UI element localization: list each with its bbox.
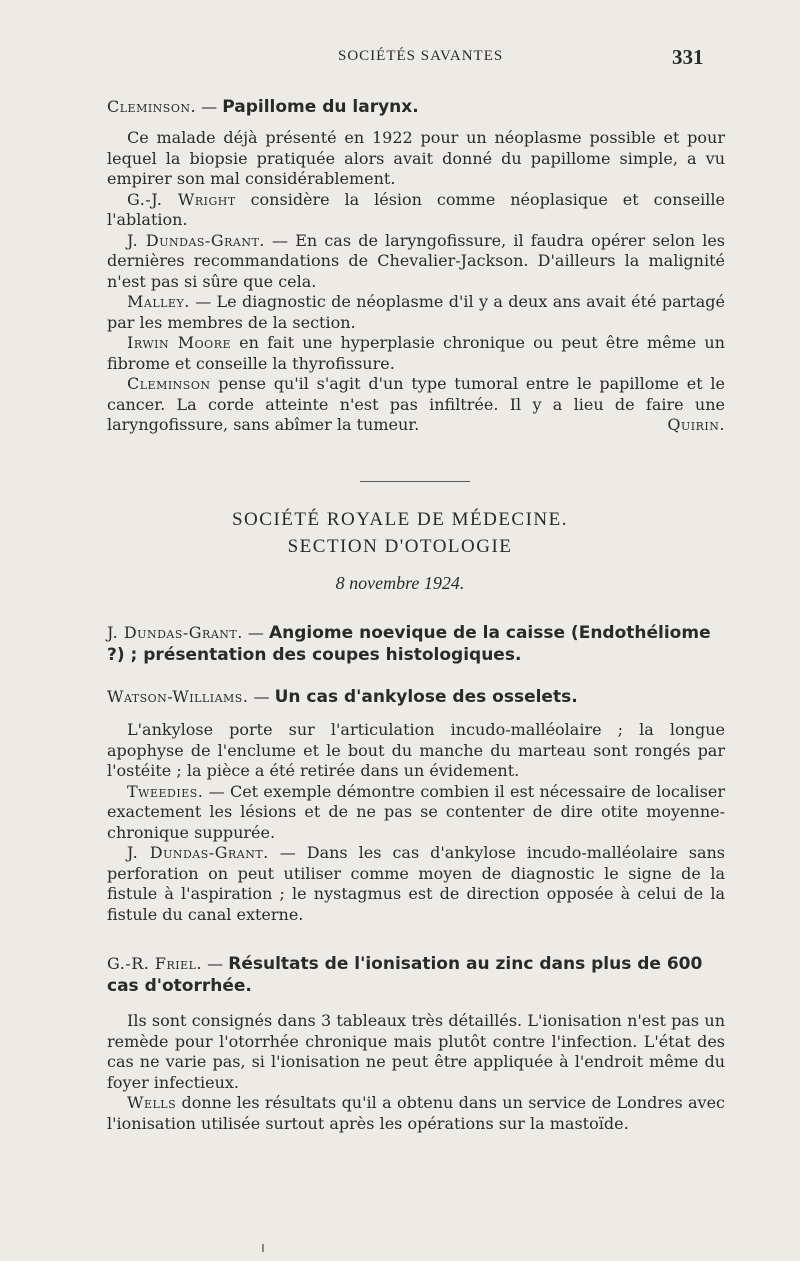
meeting-date: 8 novembre 1924. <box>335 573 465 593</box>
entry-title: Résultats de l'ionisation au zinc dans plus de 600 cas d'otorrhée. <box>107 954 703 996</box>
speaker-name: Cleminson <box>127 374 211 393</box>
entry-author: G.-R. Friel. <box>107 954 203 973</box>
paragraph <box>107 292 725 333</box>
running-title: SOCIÉTÉS SAVANTES <box>338 48 504 64</box>
paragraph <box>107 333 725 374</box>
heading-separator: — <box>196 97 223 116</box>
heading-separator: — <box>242 623 269 642</box>
paragraph <box>107 231 725 293</box>
paragraph-text: — Le diagnostic de néoplasme d'il y a deux ans avait été partagé par les membres de la section. <box>107 292 725 332</box>
society-name: SOCIÉTÉ ROYALE DE MÉDECINE. <box>231 509 569 530</box>
heading-author: Cleminson. <box>107 97 197 116</box>
paragraph <box>107 190 725 231</box>
paragraph-text: pense qu'il s'agit d'un type tumoral entre le papillome et le cancer. La corde atteinte n'est pas infiltrée. Il y a lieu de faire une laryngofissure, sans abîmer la tumeur. <box>107 374 725 434</box>
speaker-name: Malley. <box>127 292 190 311</box>
paragraph <box>107 374 725 436</box>
paragraph <box>107 1011 725 1093</box>
paragraph-text: — En cas de laryngofissure, il faudra opérer selon les dernières recommandations de Chevalier-Jackson. D'ailleurs la malignité n'est pas si sûre que cela. <box>107 230 726 291</box>
paragraph <box>107 720 725 782</box>
paragraph-text: — Cet exemple démontre combien il est nécessaire de localiser exactement les lésions et de ne pas se contenter de dire otite moyenne-chronique suppurée. <box>107 781 725 842</box>
author-signature: Quirin. <box>667 415 725 434</box>
print-mark <box>262 1244 264 1252</box>
paragraph-text: considère la lésion comme néoplasique et conseille l'ablation. <box>107 189 725 229</box>
heading-separator: — <box>202 954 229 973</box>
entry-heading <box>107 686 725 708</box>
section-heading <box>107 96 725 118</box>
paragraph-text: Ce malade déjà présenté en 1922 pour un néoplasme possible et pour lequel la biopsie pratiquée alors avait donné du papillome simple, a vu empirer son mal considérablement. <box>107 128 725 188</box>
speaker-name: G.-J. Wright <box>127 189 236 209</box>
paragraph <box>107 128 725 190</box>
paragraph-text: L'ankylose porte sur l'articulation incudo-malléolaire ; la longue apophyse de l'enclume et le bout du manche du marteau sont rongés par l'ostéite ; la pièce a été retirée dans un évidement. <box>107 720 725 780</box>
paragraph-text: Ils sont consignés dans 3 tableaux très détaillés. L'ionisation n'est pas un remède pour l'otorrhée chronique mais plutôt contre l'infection. L'état des cas ne varie pas, si l'ionisation ne peut être appliquée à l'endroit même du foyer infectieux. <box>107 1011 725 1092</box>
speaker-name: J. Dundas-Grant. <box>127 843 269 862</box>
entry-title: Un cas d'ankylose des osselets. <box>274 687 578 707</box>
paragraph <box>107 1093 725 1134</box>
society-section: SECTION D'OTOLOGIE <box>287 536 513 557</box>
entry-heading <box>107 622 725 666</box>
entry-heading <box>107 953 725 997</box>
paragraph-text: — Dans les cas d'ankylose incudo-malléolaire sans perforation on peut utiliser comme moyen de diagnostic le signe de la fistule à l'aspiration ; le nystagmus est de direction opposée à celui de la fistule du canal externe. <box>107 843 726 924</box>
entry-author: Watson-Williams. <box>107 687 249 706</box>
entry-angiome <box>107 622 725 666</box>
running-head <box>0 45 800 72</box>
speaker-name: Tweedies. <box>127 781 204 801</box>
heading-title: Papillome du larynx. <box>222 97 419 117</box>
entry-author: J. Dundas-Grant. <box>107 623 243 642</box>
paragraph <box>107 782 725 844</box>
paragraph <box>107 843 725 925</box>
page-number: 331 <box>672 45 704 69</box>
section-papillome <box>107 96 725 436</box>
speaker-name: Wells <box>127 1093 177 1112</box>
paragraph-text: en fait une hyperplasie chronique ou peut être même un fibrome et conseille la thyrofissure. <box>107 333 725 373</box>
entry-ionisation <box>107 953 725 1134</box>
entry-ankylose <box>107 686 725 925</box>
heading-separator: — <box>248 687 275 706</box>
paragraph-text: donne les résultats qu'il a obtenu dans un service de Londres avec l'ionisation utilisée surtout après les opérations sur la mastoïde. <box>107 1093 725 1133</box>
speaker-name: Irwin Moore <box>127 333 232 352</box>
entry-title: Angiome noevique de la caisse (Endothéliome ?) ; présentation des coupes histologiques. <box>107 623 711 665</box>
speaker-name: J. Dundas-Grant. <box>127 230 265 250</box>
section-divider <box>360 481 470 482</box>
